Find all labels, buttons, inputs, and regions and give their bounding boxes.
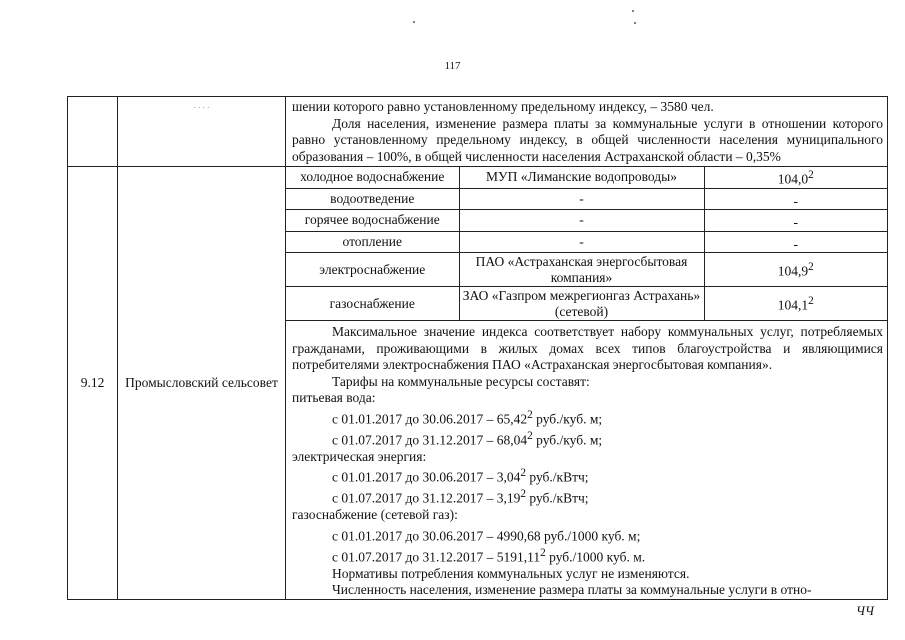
max-index-paragraph: Максимальное значение индекса соответствует набору коммунальных услуг, потребляемых гражданами, проживающими в жилых домах всех типов благоустройства и являющимися потребителями электроснабжения ПАО «Астраханская энергосбытовая компания». [292, 324, 883, 372]
gas-label: газоснабжение (сетевой газ): [292, 507, 458, 522]
service-name-cell: холодное водоснабжение [286, 167, 459, 188]
tariff-line-water-2: с 01.07.2017 до 31.12.2017 – 68,04$^2$ руб./куб. м; [332, 429, 603, 447]
index-value-cell: - [704, 210, 887, 232]
table-row-continuation [68, 97, 888, 167]
municipality-name-cell: Промысловский сельсовет [118, 167, 286, 600]
service-row [286, 188, 887, 210]
tariff-line-elec-1: с 01.01.2017 до 30.06.2017 – 3,04$^2$ руб./кВтч; [332, 467, 589, 485]
row-number-cell [68, 97, 118, 167]
services-table [286, 167, 887, 321]
index-value-cell: - [704, 188, 887, 210]
description-cell [286, 97, 888, 167]
provider-cell: - [459, 231, 704, 253]
tariffs-intro: Тарифы на коммунальные ресурсы составят: [332, 373, 590, 389]
table-row-9-12 [68, 167, 888, 600]
scan-speck [413, 21, 415, 23]
scan-speck [632, 10, 634, 12]
service-name-cell: газоснабжение [286, 287, 459, 321]
service-row [286, 231, 887, 253]
service-name-cell: отопление [286, 231, 459, 253]
service-name-cell: горячее водоснабжение [286, 210, 459, 232]
service-name-cell: водоотведение [286, 188, 459, 210]
service-row [286, 287, 887, 321]
index-value-cell: 104,0$^2$ [704, 167, 887, 188]
provider-cell: МУП «Лиманские водопроводы» [459, 167, 704, 188]
provider-cell: - [459, 188, 704, 210]
index-value-cell: - [704, 231, 887, 253]
service-row [286, 167, 887, 188]
service-row [286, 253, 887, 287]
row-name-cell: . . . . [118, 97, 286, 167]
population-line: Численность населения, изменение размера платы за коммунальные услуги в отно- [332, 582, 812, 597]
water-label: питьевая вода: [292, 390, 376, 405]
provider-cell: ЗАО «Газпром межрегионгаз Астрахань» (сетевой) [459, 287, 704, 321]
handwritten-mark: ЧЧ [856, 603, 874, 618]
norms-paragraph: Нормативы потребления коммунальных услуг не изменяются. [332, 565, 690, 581]
index-value-cell: 104,1$^2$ [704, 287, 887, 321]
provider-cell: - [459, 210, 704, 232]
row-number-cell: 9.12 [68, 167, 118, 600]
service-row [286, 210, 887, 232]
tariff-line-gas-1: с 01.01.2017 до 30.06.2017 – 4990,68 руб./1000 куб. м; [332, 528, 641, 543]
scan-speck [634, 22, 636, 24]
share-paragraph: Доля населения, изменение размера платы за коммунальные услуги в отношении которого равно установленному предельному индексу, в общей численности населения муниципального образования – 100%, в общей численности населения Астраханской области – 0,35% [292, 115, 883, 164]
continuation-line: шении которого равно установленному предельному индексу, – 3580 чел. [292, 99, 714, 114]
electricity-label: электрическая энергия: [292, 448, 427, 464]
tariff-table [67, 96, 888, 600]
tariff-line-elec-2: с 01.07.2017 до 31.12.2017 – 3,19$^2$ руб./кВтч; [332, 488, 589, 506]
provider-cell: ПАО «Астраханская энергосбытовая компания» [459, 253, 704, 287]
description-cell [286, 167, 888, 600]
index-value-cell: 104,9$^2$ [704, 253, 887, 287]
tariff-line-gas-2: с 01.07.2017 до 31.12.2017 – 5191,11$^2$ руб./1000 куб. м. [332, 546, 646, 564]
service-name-cell: электроснабжение [286, 253, 459, 287]
page-number: 117 [444, 60, 461, 72]
tariff-line-water-1: с 01.01.2017 до 30.06.2017 – 65,42$^2$ руб./куб. м; [332, 408, 603, 426]
